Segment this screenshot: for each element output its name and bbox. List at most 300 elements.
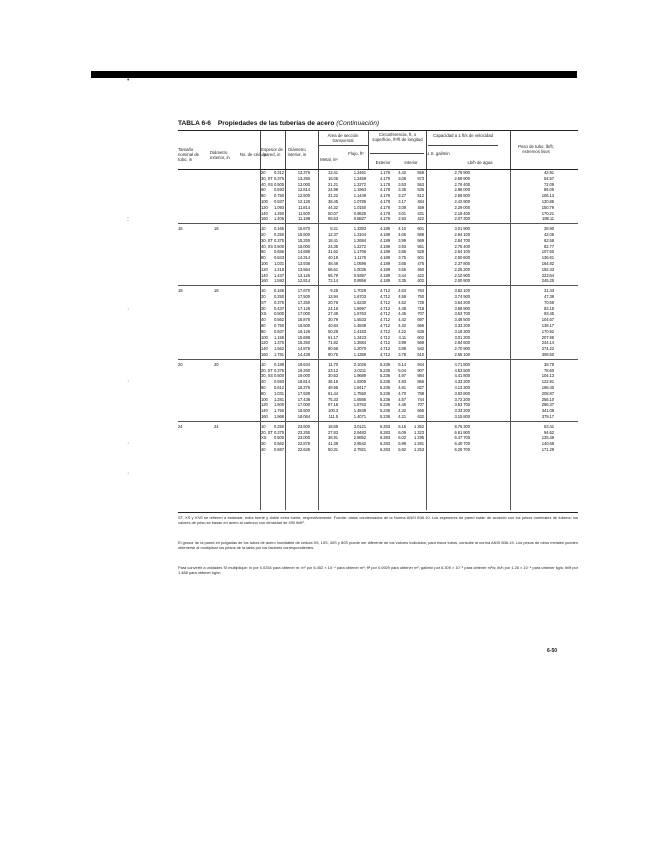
inside-circ-cell: 4.06: [398, 232, 406, 237]
inside-circ-cell: 4.42: [398, 170, 406, 175]
wall-thickness-cell: 0.375: [274, 175, 284, 181]
schedule-cell: 30, ST: [261, 175, 273, 181]
gal-min-cell: 573: [417, 175, 424, 181]
flow-area-cell: 1.9689: [353, 373, 366, 379]
gal-min-cell: 944: [417, 361, 424, 367]
inside-circ-cell: 3.93: [398, 243, 406, 249]
wall-thickness-cell: 0.375: [274, 367, 284, 373]
schedule-cell: 20, ST: [261, 429, 273, 435]
header-divider: [510, 131, 511, 169]
metal-area-cell: 50.07: [328, 210, 338, 216]
gal-min-cell: 536: [417, 187, 424, 193]
weight-cell: 140.68: [541, 441, 554, 447]
lb-h-cell: 6.40 700: [454, 441, 470, 447]
footnote: Para convertir a unidades SI multiplique: in por 0.0254 para obtener m; in² por 6.452 × 10⁻⁴ para obtener m²; ft² por 0.0929 para obtener m²; gal/min por 6.309 × 10⁻⁵ para obtener m³/s; lb/h por 1.26 × 10⁻⁴ para obtener kg/s; lb/ft por 1.488 para obtener kg/m.: [178, 565, 578, 575]
metal-area-cell: 31.22: [328, 193, 338, 199]
inside-diameter-cell: 18.376: [297, 385, 310, 390]
metal-area-cell: 8.21: [330, 226, 338, 232]
outside-circ-cell: 5.236: [380, 373, 390, 379]
weight-cell: 82.77: [544, 243, 554, 249]
outside-circ-cell: 4.189: [380, 261, 390, 266]
table-row: [178, 216, 578, 222]
margin-mark: •: [127, 77, 130, 84]
outside-circ-cell: 4.712: [380, 311, 390, 317]
schedule-cell: 30, XS: [261, 373, 273, 379]
weight-cell: 72.09: [544, 181, 554, 187]
outside-circ-cell: 4.178: [380, 216, 390, 222]
flow-area-cell: 1.0785: [353, 199, 366, 204]
metal-area-cell: 48.48: [328, 261, 338, 266]
flow-area-cell: 1.4849: [353, 408, 366, 414]
inside-circ-cell: 4.42: [398, 317, 406, 323]
weight-cell: 223.64: [541, 272, 554, 278]
metal-area-cell: 36.91: [328, 435, 338, 441]
schedule-cell: 140: [261, 210, 268, 216]
inside-circ-cell: 6.09: [398, 429, 406, 435]
flow-area-cell: 1.4849: [353, 323, 366, 328]
header-divider: [318, 131, 319, 169]
header-lb-h-water: Lb/h de agua: [467, 160, 493, 165]
inside-diameter-cell: 19.634: [297, 361, 310, 367]
inside-diameter-cell: 23.250: [297, 429, 310, 435]
metal-area-cell: 61.17: [328, 334, 338, 340]
inside-circ-cell: 6.15: [398, 423, 406, 429]
weight-cell: 170.92: [541, 328, 554, 334]
nominal-size-cell: 16: [178, 226, 183, 232]
weight-cell: 63.41: [544, 423, 554, 429]
outside-circ-cell: 5.236: [380, 414, 390, 419]
weight-cell: 62.58: [544, 237, 554, 243]
wall-thickness-cell: 1.750: [274, 408, 284, 414]
inside-circ-cell: 3.65: [398, 261, 406, 266]
lb-h-cell: 2.00 900: [454, 278, 470, 284]
flow-area-cell: 1.4183: [353, 328, 366, 334]
inside-circ-cell: 3.44: [398, 272, 406, 278]
outside-circ-cell: 4.178: [380, 187, 390, 193]
outside-circ-cell: 4.189: [380, 278, 390, 284]
wall-thickness-cell: 1.562: [274, 346, 284, 352]
weight-cell: 256.10: [541, 396, 554, 402]
flow-area-cell: 1.8417: [353, 385, 366, 390]
inside-diameter-cell: 15.670: [297, 226, 310, 232]
outside-circ-cell: 6.283: [380, 447, 390, 452]
schedule-cell: 20: [261, 232, 266, 237]
wall-thickness-cell: 0.188: [274, 361, 284, 367]
flow-area-cell: 1.1766: [353, 249, 366, 255]
header-inside-diameter: Diámetro interior, in: [287, 147, 307, 157]
gal-min-cell: 510: [417, 352, 424, 357]
metal-area-cell: 9.25: [330, 288, 338, 294]
schedule-cell: 40, XS: [261, 243, 273, 249]
lb-h-cell: 2.16 400: [454, 210, 470, 216]
header-capacity: Capacidad a 1 ft/s de velocidad: [433, 133, 493, 138]
header-circumference: Circunferencia, ft, o superficie, ft²/ft de longitud: [372, 132, 423, 142]
weight-cell: 78.60: [544, 367, 554, 373]
gal-min-cell: 1 352: [414, 423, 424, 429]
inside-circ-cell: 4.45: [398, 311, 406, 317]
metal-area-cell: 72.14: [328, 278, 338, 284]
outside-circ-cell: 5.236: [380, 402, 390, 408]
inside-diameter-cell: 16.876: [297, 317, 310, 323]
weight-cell: 208.87: [541, 390, 554, 396]
flow-area-cell: 1.1175: [354, 255, 366, 261]
gal-min-cell: 728: [417, 299, 424, 305]
weight-cell: 164.82: [541, 261, 554, 266]
weight-cell: 85.05: [544, 187, 554, 193]
flow-area-cell: 0.9825: [353, 210, 366, 216]
lb-h-cell: 4.53 500: [454, 367, 470, 373]
inside-diameter-cell: 12.814: [297, 187, 310, 193]
schedule-cell: 60: [261, 385, 266, 390]
inside-diameter-cell: 23.000: [297, 435, 310, 441]
schedule-cell: 60: [261, 187, 266, 193]
wall-thickness-cell: 0.312: [274, 170, 284, 175]
flow-area-cell: 1.7029: [353, 288, 366, 294]
inside-diameter-cell: 16.500: [297, 408, 310, 414]
lb-h-cell: 3.33 200: [454, 408, 470, 414]
metal-area-cell: 18.65: [328, 423, 338, 429]
outside-circ-cell: 4.178: [380, 204, 390, 210]
outside-circ-cell: 4.712: [380, 334, 390, 340]
table-row: [178, 352, 578, 358]
wall-thickness-cell: 0.562: [274, 441, 284, 447]
gal-min-cell: 450: [417, 266, 424, 272]
outside-circ-cell: 5.236: [380, 396, 390, 402]
header-inside: Interior: [404, 160, 418, 165]
wall-thickness-cell: 1.500: [274, 402, 284, 408]
wall-thickness-cell: 0.812: [274, 385, 284, 390]
gal-min-cell: 666: [417, 323, 424, 328]
outside-circ-cell: 5.236: [380, 361, 390, 367]
gal-min-cell: 764: [417, 288, 424, 294]
inside-circ-cell: 4.58: [398, 294, 406, 299]
header-divider: [285, 131, 286, 169]
gal-min-cell: 1 281: [414, 441, 424, 447]
weight-cell: 296.37: [541, 402, 554, 408]
inside-circ-cell: 2.93: [398, 216, 406, 222]
inside-diameter-cell: 18.814: [297, 379, 310, 385]
gal-min-cell: 1 295: [414, 435, 424, 441]
gal-min-cell: 827: [417, 385, 424, 390]
flow-area-cell: 1.2070: [353, 346, 366, 352]
lb-h-cell: 4.71 800: [454, 361, 470, 367]
schedule-cell: 140: [261, 272, 268, 278]
gal-min-cell: 569: [417, 237, 424, 243]
inside-diameter-cell: 19.250: [297, 367, 310, 373]
metal-area-cell: 20.76: [328, 299, 338, 305]
metal-area-cell: 90.75: [328, 352, 338, 357]
lb-h-cell: 2.64 100: [454, 249, 470, 255]
wall-thickness-cell: 0.500: [274, 373, 284, 379]
inside-circ-cell: 3.09: [398, 204, 406, 210]
footnote: El grosor de la pared en pulgadas de los tubos de acero inoxidable de cédula 5S, 10S, 40S y 80S puede ser diferente de los valores indicados; para estos tubos, consulte la norma ANSI B36.19. Los pesos de otros metales pueden obtenerse al multiplicar los pesos de la tabla por los factores correspondientes.: [178, 540, 578, 550]
table-row: [178, 278, 578, 284]
table-title: [178, 120, 578, 127]
wall-thickness-cell: 1.218: [274, 266, 284, 272]
outside-circ-cell: 4.712: [380, 294, 390, 299]
inside-diameter-cell: 17.500: [297, 294, 310, 299]
schedule-cell: 10: [261, 226, 266, 232]
inside-circ-cell: 5.14: [398, 361, 406, 367]
gal-min-cell: 512: [417, 193, 424, 199]
schedule-cell: 10: [261, 288, 266, 294]
gal-min-cell: 697: [417, 317, 424, 323]
inside-diameter-cell: 15.250: [297, 237, 310, 243]
lb-h-cell: 2.58 800: [454, 193, 470, 199]
margin-mark: ·: [127, 470, 130, 477]
gal-min-cell: 431: [417, 210, 424, 216]
flow-area-cell: 1.5533: [353, 317, 366, 323]
flow-area-cell: 0.8956: [353, 278, 366, 284]
gal-min-cell: 1 253: [414, 447, 424, 452]
flow-area-cell: 1.1449: [353, 193, 366, 199]
metal-area-cell: 27.49: [328, 311, 338, 317]
gal-min-cell: 542: [417, 346, 424, 352]
flow-area-cell: 1.6230: [353, 299, 366, 305]
gal-min-cell: 551: [417, 243, 424, 249]
header-weight: Peso de tubo, lb/ft, extremos lisos: [518, 144, 554, 154]
weight-cell: 54.57: [544, 175, 554, 181]
schedule-cell: ST: [261, 299, 267, 305]
metal-area-cell: 80.66: [328, 346, 338, 352]
wall-thickness-cell: 0.750: [274, 323, 284, 328]
wall-thickness-cell: 0.375: [274, 237, 284, 243]
inside-circ-cell: 3.89: [398, 346, 406, 352]
inside-circ-cell: 3.17: [398, 199, 406, 204]
weight-cell: 82.15: [544, 305, 554, 311]
schedule-cell: 80: [261, 390, 266, 396]
weight-cell: 274.22: [541, 346, 554, 352]
schedule-cell: 160: [261, 352, 268, 357]
lb-h-cell: 2.88 000: [454, 187, 470, 193]
table-row: [178, 414, 578, 420]
flow-area-cell: 1.2461: [353, 170, 366, 175]
gal-min-cell: 558: [417, 170, 424, 175]
gal-min-cell: 632: [417, 414, 424, 419]
header-divider: [426, 131, 427, 169]
inside-circ-cell: 4.63: [398, 288, 406, 294]
inside-circ-cell: 3.55: [398, 266, 406, 272]
inside-diameter-cell: 16.500: [297, 323, 310, 328]
inside-circ-cell: 4.10: [398, 226, 406, 232]
outside-circ-cell: 1.178: [380, 181, 390, 187]
schedule-cell: 100: [261, 396, 268, 402]
metal-area-cell: 13.94: [328, 294, 338, 299]
outside-circ-cell: 4.189: [380, 243, 390, 249]
gal-min-cell: 422: [417, 216, 424, 222]
metal-area-cell: 13.41: [328, 170, 338, 175]
schedule-cell: 120: [261, 402, 268, 408]
flow-area-cell: 1.9305: [353, 379, 366, 385]
inside-circ-cell: 3.53: [398, 181, 406, 187]
gal-min-cell: 475: [417, 261, 424, 266]
inside-diameter-cell: 15.688: [297, 334, 310, 340]
outside-circ-cell: 4.189: [380, 272, 390, 278]
lb-h-cell: 3.74 900: [454, 294, 470, 299]
inside-diameter-cell: 16.064: [297, 414, 310, 419]
wall-thickness-cell: 0.165: [274, 288, 284, 294]
wall-thickness-cell: 0.750: [274, 193, 284, 199]
margin-mark: ·: [127, 306, 130, 313]
schedule-cell: 30: [261, 441, 266, 447]
gal-min-cell: 788: [417, 390, 424, 396]
outside-circ-cell: 5.236: [380, 367, 390, 373]
inside-circ-cell: 5.92: [398, 447, 406, 452]
footnote: ST, XS y XXS se refieren a estándar, extra fuerte y doble extra fuerte, respectivamente. Fuente: datos condensados de la Norma ANSI B36.10. Los espesores de pared están de acuerdo con los pesos nominales de tubería; los valores de peso se basan en acero al carbono con densidad de 490 lb/ft³.: [178, 515, 578, 525]
inside-circ-cell: 3.78: [398, 352, 406, 357]
wall-thickness-cell: 0.500: [274, 243, 284, 249]
outside-circ-cell: 4.712: [380, 317, 390, 323]
table-continued: (Continuación): [336, 120, 380, 127]
gal-min-cell: 707: [417, 311, 424, 317]
outer-diameter-cell: 20: [214, 361, 219, 367]
page-number: 6-50: [547, 648, 558, 654]
wall-thickness-cell: 1.968: [274, 414, 284, 419]
header-rule: [428, 145, 498, 146]
schedule-cell: 30, ST: [261, 237, 273, 243]
outside-circ-cell: 6.283: [380, 441, 390, 447]
gal-min-cell: 665: [417, 408, 424, 414]
weight-cell: 104.13: [541, 373, 554, 379]
inside-diameter-cell: 11.188: [298, 216, 310, 222]
group-separator: [178, 223, 578, 224]
gal-min-cell: 907: [417, 367, 424, 373]
metal-area-cell: 18.41: [328, 237, 338, 243]
gal-min-cell: 866: [417, 379, 424, 385]
schedule-cell: 160: [261, 414, 268, 419]
gal-min-cell: 569: [417, 340, 424, 346]
metal-area-cell: 40.64: [328, 323, 338, 328]
flow-area-cell: 2.8542: [353, 441, 366, 447]
gal-min-cell: 1 323: [414, 429, 424, 435]
gal-min-cell: 484: [417, 199, 424, 204]
header-rule: [370, 153, 424, 154]
outside-circ-cell: 4.712: [380, 305, 390, 311]
wall-thickness-cell: 1.031: [274, 261, 284, 266]
metal-area-cell: 24.35: [328, 243, 338, 249]
metal-area-cell: 24.16: [328, 305, 338, 311]
weight-cell: 42.05: [544, 232, 554, 237]
weight-cell: 106.13: [541, 193, 554, 199]
flow-area-cell: 1.3423: [353, 334, 366, 340]
weight-cell: 341.09: [541, 408, 554, 414]
weight-cell: 136.61: [541, 255, 554, 261]
weight-cell: 70.59: [544, 299, 554, 305]
inside-circ-cell: 5.99: [398, 441, 406, 447]
weight-cell: 94.62: [544, 429, 554, 435]
wall-thickness-cell: 0.250: [274, 232, 284, 237]
outside-circ-cell: 5.236: [380, 379, 390, 385]
lb-h-cell: 4.13 300: [454, 385, 470, 390]
nominal-size-cell: 18: [178, 288, 183, 294]
lb-h-cell: 2.55 100: [454, 352, 470, 357]
lb-h-cell: 2.76 400: [454, 181, 470, 187]
lb-h-cell: 3.53 700: [454, 402, 470, 408]
inside-diameter-cell: 17.126: [297, 305, 310, 311]
inside-circ-cell: 4.32: [398, 323, 406, 328]
lb-h-cell: 2.07 300: [454, 216, 470, 222]
lb-h-cell: 2.25 200: [454, 266, 470, 272]
schedule-cell: XS: [261, 435, 267, 441]
weight-cell: 107.50: [541, 249, 554, 255]
lb-h-cell: 3.15 800: [454, 414, 470, 419]
flow-area-cell: 1.7550: [353, 390, 366, 396]
metal-area-cell: 30.63: [328, 373, 338, 379]
outer-diameter-cell: 24: [214, 423, 219, 429]
inside-circ-cell: 4.21: [398, 414, 406, 419]
wall-thickness-cell: 1.156: [274, 334, 284, 340]
lb-h-cell: 2.37 800: [454, 261, 470, 266]
schedule-cell: 100: [261, 334, 268, 340]
lb-h-cell: 3.53 700: [454, 311, 470, 317]
inside-circ-cell: 4.93: [398, 379, 406, 385]
flow-area-cell: 1.2272: [353, 243, 366, 249]
header-divider: [368, 131, 369, 169]
gal-min-cell: 602: [417, 334, 424, 340]
inside-diameter-cell: 14.876: [297, 346, 310, 352]
schedule-cell: 120: [261, 266, 268, 272]
weight-cell: 170.21: [541, 210, 554, 216]
inside-circ-cell: 4.52: [398, 299, 406, 305]
flow-area-cell: 1.5763: [353, 311, 366, 317]
lb-h-cell: 2.75 400: [454, 243, 470, 249]
wall-thickness-cell: 1.093: [274, 204, 284, 210]
weight-cell: 47.39: [544, 294, 554, 299]
outside-circ-cell: 4.189: [380, 249, 390, 255]
wall-thickness-cell: 0.500: [274, 181, 284, 187]
lb-h-cell: 6.61 900: [454, 429, 470, 435]
schedule-cell: 80: [261, 193, 266, 199]
inside-circ-cell: 5.04: [398, 367, 406, 373]
wall-thickness-cell: 0.375: [274, 299, 284, 305]
weight-cell: 171.29: [541, 447, 554, 452]
inside-circ-cell: 4.11: [398, 334, 406, 340]
schedule-cell: 100: [261, 199, 268, 204]
inside-diameter-cell: 13.376: [297, 170, 310, 175]
flow-area-cell: 2.0211: [354, 367, 366, 373]
gal-min-cell: 402: [417, 278, 424, 284]
weight-cell: 189.11: [542, 216, 554, 222]
lb-h-cell: 3.01 200: [454, 334, 470, 340]
lb-h-cell: 3.64 200: [454, 299, 470, 305]
weight-cell: 192.43: [541, 266, 554, 272]
flow-area-cell: 1.2684: [353, 340, 366, 346]
table-row: [178, 447, 578, 453]
header-rule: [318, 145, 368, 146]
lb-h-cell: 3.48 500: [454, 317, 470, 323]
top-rule: [91, 71, 577, 78]
weight-cell: 122.91: [541, 379, 554, 385]
flow-area-cell: 0.9397: [353, 272, 366, 278]
lb-h-cell: 2.79 900: [454, 170, 470, 175]
metal-area-cell: 41.39: [328, 441, 338, 447]
inside-diameter-cell: 12.500: [297, 193, 310, 199]
gal-min-cell: 707: [417, 402, 424, 408]
outside-circ-cell: 4.712: [380, 288, 390, 294]
table-header: [178, 130, 578, 170]
inside-diameter-cell: 13.126: [297, 272, 310, 278]
schedule-cell: 140: [261, 346, 268, 352]
flow-area-cell: 1.1369: [353, 352, 366, 357]
outside-circ-cell: 5.236: [380, 390, 390, 396]
outside-circ-cell: 4.189: [380, 237, 390, 243]
wall-thickness-cell: 0.375: [274, 429, 284, 435]
wall-thickness-cell: 0.593: [274, 187, 284, 193]
footer-rule: [178, 512, 578, 513]
metal-area-cell: 75.33: [328, 396, 338, 402]
nominal-size-cell: 24: [178, 423, 183, 429]
lb-h-cell: 4.41 800: [454, 373, 470, 379]
